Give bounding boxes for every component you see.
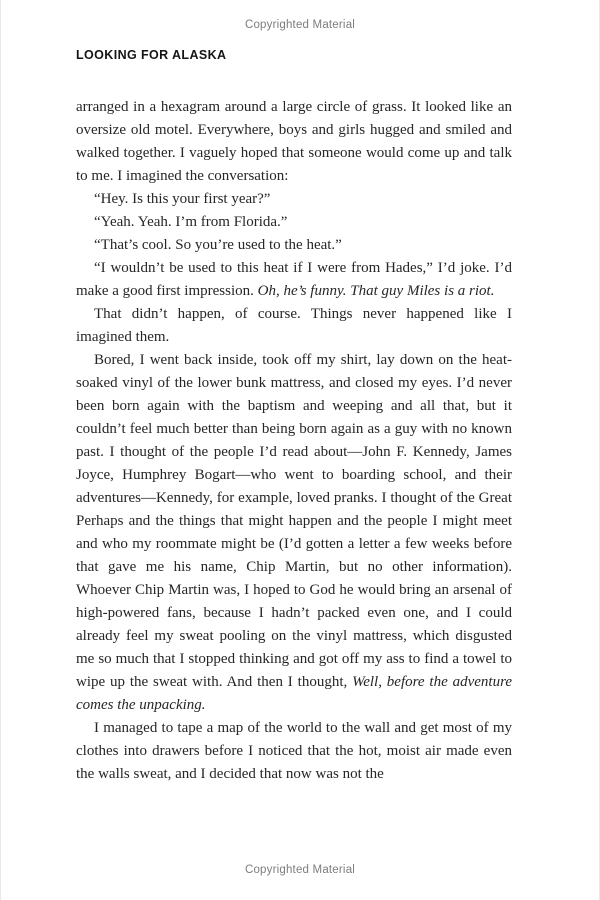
paragraph xyxy=(76,234,512,257)
paragraph xyxy=(76,211,512,234)
text-run: “Hey. Is this your first year?” xyxy=(94,191,271,207)
italic-text: Oh, he’s funny. That guy Miles is a riot. xyxy=(257,283,495,299)
text-run: “Yeah. Yeah. I’m from Florida.” xyxy=(94,214,288,230)
text-run: I managed to tape a map of the world to the wall and get most of my clothes into drawers before I noticed that the hot, moist air made even the walls sweat, and I decided that now was not the xyxy=(76,720,512,782)
text-run: Bored, I went back inside, took off my shirt, lay down on the heat-soaked vinyl of the lower bunk mattress, and closed my eyes. I’d never been born again with the baptism and weeping and all that, but it couldn’t feel much better than being born again as a guy with no known past. I thought of the people I’d read about—John F. Kennedy, James Joyce, Humphrey Bogart—who went to boarding school, and their adventures—Kennedy, for example, loved pranks. I thought of the Great Perhaps and the things that might happen and the people I might meet and who my roommate might be (I’d gotten a letter a few weeks before that gave me his name, Chip Martin, but no other information). Whoever Chip Martin was, I hoped to God he would bring an arsenal of high-powered fans, because I hadn’t packed even one, and I could already feel my sweat pooling on the vinyl mattress, which disgusted me so much that I stopped thinking and got off my ass to find a towel to wipe up the sweat with. And then I thought, xyxy=(76,352,512,690)
paragraph xyxy=(76,303,512,349)
italic-text: Well, before the adventure comes the unpacking. xyxy=(76,674,513,713)
copyright-watermark-top: Copyrighted Material xyxy=(244,19,356,31)
copyright-watermark-bottom: Copyrighted Material xyxy=(244,864,356,876)
text-run: arranged in a hexagram around a large circle of grass. It looked like an oversize old motel. Everywhere, boys and girls hugged and smiled and walked together. I vaguely hoped that someone would come up and talk to me. I imagined the conversation: xyxy=(76,99,512,184)
paragraph xyxy=(76,717,512,786)
text-run: “That’s cool. So you’re used to the heat.” xyxy=(94,237,342,253)
running-header: LOOKING FOR ALASKA xyxy=(76,48,227,62)
paragraph xyxy=(76,188,512,211)
paragraph xyxy=(76,257,512,303)
text-run: “I wouldn’t be used to this heat if I were from Hades,” I’d joke. I’d make a good first impression. xyxy=(76,260,512,299)
body-text xyxy=(76,96,512,786)
paragraph xyxy=(76,96,512,188)
text-run: That didn’t happen, of course. Things never happened like I imagined them. xyxy=(76,306,512,345)
paragraph xyxy=(76,349,512,717)
